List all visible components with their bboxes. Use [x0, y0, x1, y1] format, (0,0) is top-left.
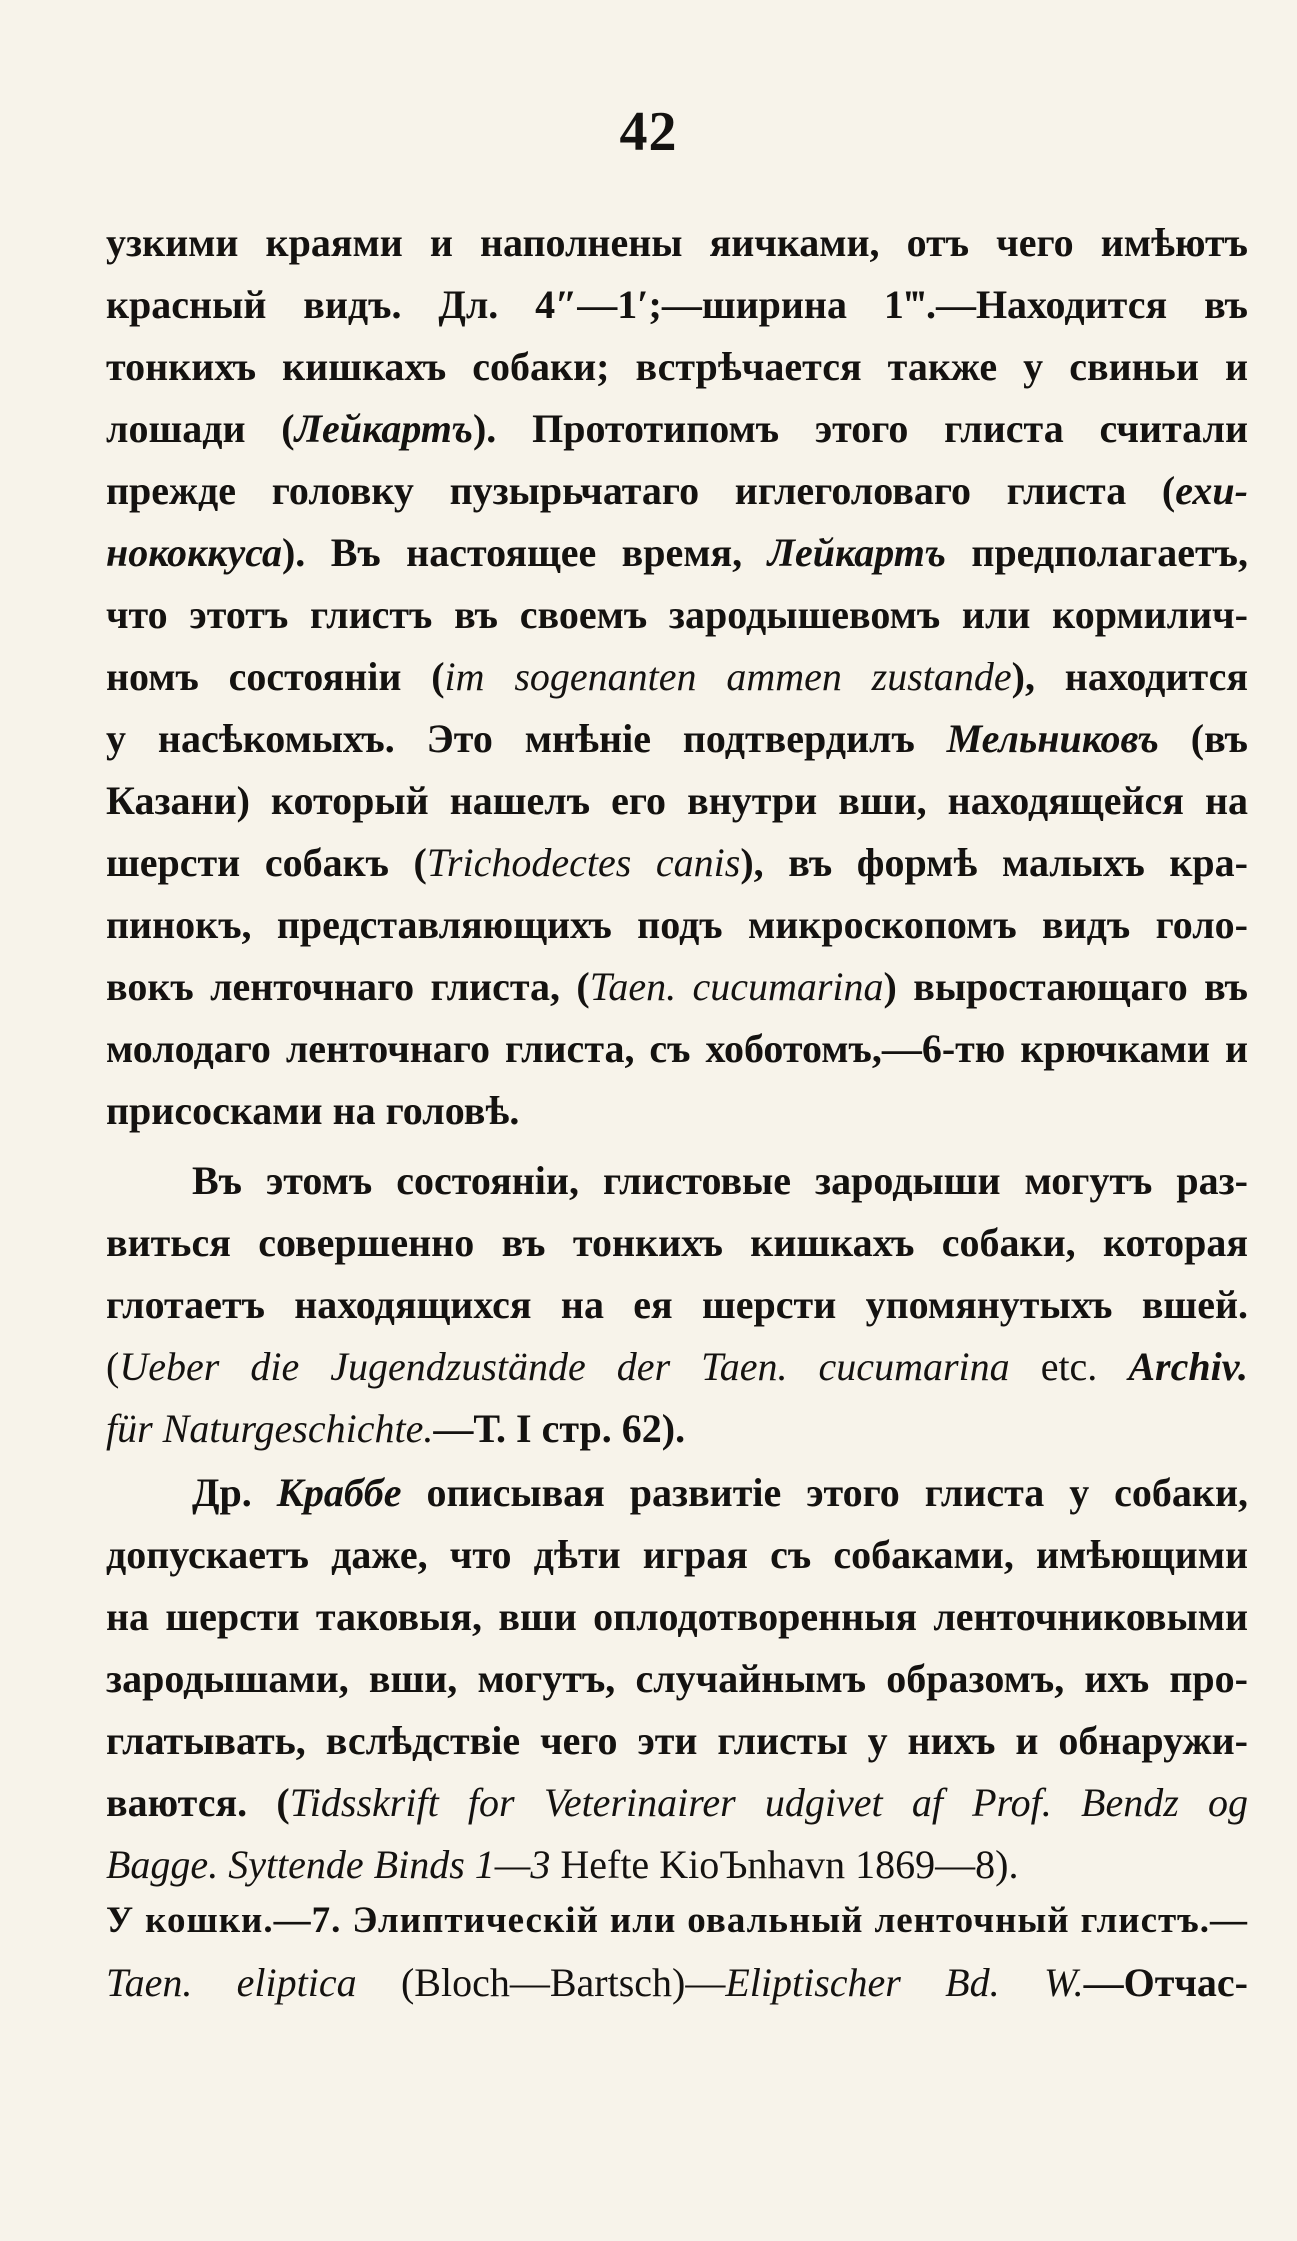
text-line: у насѣкомыхъ. Это мнѣніе подтвердилъ Мельниковъ (въ [106, 716, 1248, 761]
text-line: глатывать, вслѣдствіе чего эти глисты у нихъ и обнаружи- [106, 1718, 1248, 1763]
text-line: присосками на головѣ. [106, 1088, 520, 1133]
citation-title: für Naturgeschichte. [106, 1406, 434, 1451]
german-quote: im sogenanten ammen zustande [444, 654, 1012, 699]
page-number: 42 [619, 101, 678, 163]
text-line: что этотъ глистъ въ своемъ зародышевомъ или кормилич- [106, 592, 1248, 637]
text-line: Bagge. Syttende Binds 1—3 Hefte KioЪnhavn 1869—8). [106, 1842, 1019, 1887]
section-heading: У кошки.—7. Элиптическій или овальный ленточный глистъ.— [106, 1900, 1248, 1941]
author-name: Краббе [276, 1470, 402, 1515]
paragraph-1 [106, 212, 1248, 1142]
latin-name: Taen. cucumarina [589, 964, 884, 1009]
paragraph-2 [106, 1150, 1248, 1460]
author-name: Лейкартъ [294, 406, 473, 451]
text-line: глотаетъ находящихся на ея шерсти упомянутыхъ вшей. [106, 1282, 1248, 1327]
german-name: Eliptischer Bd. W. [725, 1960, 1084, 2005]
text-line: ваются. (Tidsskrift for Veterinairer udgivet af Prof. Bendz og [106, 1780, 1249, 1825]
paragraph-4 [106, 1890, 1248, 2014]
text-line: на шерсти таковыя, вши оплодотворенныя ленточниковыми [106, 1594, 1248, 1639]
text-line: молодаго ленточнаго глиста, съ хоботомъ,—6-тю крючками и [106, 1026, 1248, 1071]
citation-title: Tidsskrift for Veterinairer udgivet af Prof. Bendz og [289, 1780, 1249, 1825]
text-line: Казани) который нашелъ его внутри вши, находящейся на [106, 778, 1248, 823]
text-line: Taen. eliptica (Bloch—Bartsch)—Eliptischer Bd. W.—Отчас- [106, 1960, 1248, 2005]
text-line: Въ этомъ состояніи, глистовые зародыши могутъ раз- [192, 1158, 1248, 1203]
author-name: Мельниковъ [946, 716, 1159, 761]
text-line: зародышами, вши, могутъ, случайнымъ образомъ, ихъ про- [106, 1656, 1248, 1701]
latin-name: Taen. eliptica [106, 1960, 357, 2005]
citation-title: Ueber die Jugendzustände der Taen. cucumarina [119, 1344, 1010, 1389]
author-name: Лейкартъ [767, 530, 946, 575]
text-line: номъ состояніи (im sogenanten ammen zustande), находится [106, 654, 1248, 699]
text-line: красный видъ. Дл. 4″—1′;—ширина 1‴.—Находится въ [106, 282, 1248, 327]
text-line: пинокъ, представляющихъ подъ микроскопомъ видъ голо- [106, 902, 1248, 947]
paragraph-3 [106, 1462, 1248, 1896]
text-line: вокъ ленточнаго глиста, (Taen. cucumarina) выростающаго въ [106, 964, 1248, 1009]
text-line: für Naturgeschichte.—Т. I стр. 62). [106, 1406, 686, 1451]
text-line: виться совершенно въ тонкихъ кишкахъ собаки, которая [106, 1220, 1248, 1265]
text-line: нококкуса). Въ настоящее время, Лейкартъ предполагаетъ, [106, 530, 1248, 575]
text-line: прежде головку пузырьчатаго иглеголоваго глиста (ехи- [106, 468, 1248, 513]
text-line: узкими краями и наполнены яичками, отъ чего имѣютъ [106, 220, 1248, 265]
text-line: Др. Краббе описывая развитіе этого глиста у собаки, [192, 1470, 1248, 1515]
text-line: (Ueber die Jugendzustände der Taen. cucumarina etc. Archiv. [106, 1344, 1249, 1389]
text-line: тонкихъ кишкахъ собаки; встрѣчается также у свиньи и [106, 344, 1248, 389]
citation-title: Bagge. Syttende Binds 1—3 [106, 1842, 551, 1887]
latin-name: Trichodectes canis [426, 840, 741, 885]
text-line: лошади (Лейкартъ). Прототипомъ этого глиста считали [106, 406, 1248, 451]
text-line: шерсти собакъ (Trichodectes canis), въ формѣ малыхъ кра- [106, 840, 1248, 885]
text-line: допускаетъ даже, что дѣти играя съ собаками, имѣющими [106, 1532, 1248, 1577]
